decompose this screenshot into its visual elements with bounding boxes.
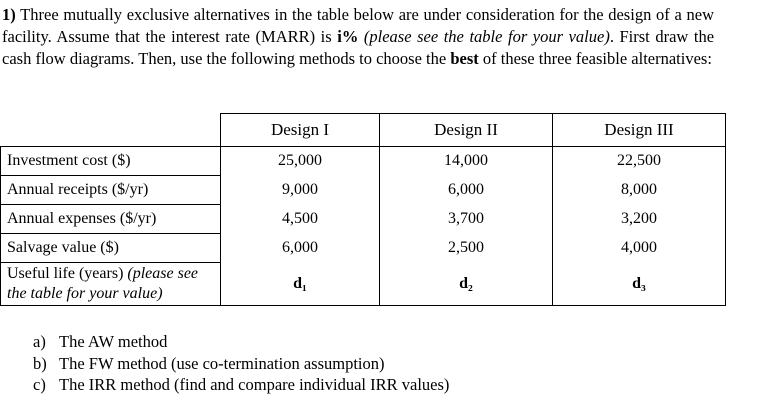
cell-value: 3,700	[380, 205, 553, 234]
list-item-text: The AW method	[59, 332, 168, 351]
cell-value: 4,500	[221, 205, 380, 234]
cell-life-d2: d₂	[380, 263, 553, 306]
table-row	[1, 176, 726, 205]
header-design-2: Design II	[380, 114, 553, 147]
cell-value: 8,000	[553, 176, 726, 205]
list-item-text: The FW method (use co-termination assumption)	[59, 353, 385, 373]
list-item	[33, 331, 449, 353]
table-row	[1, 234, 726, 263]
list-item	[33, 374, 449, 396]
problem-text-4: of these three feasible alternatives:	[478, 49, 712, 68]
best-word: best	[450, 49, 479, 68]
row-label: Investment cost ($)	[1, 147, 221, 176]
row-label: Annual receipts ($/yr)	[1, 176, 221, 205]
header-design-1: Design I	[221, 114, 380, 147]
problem-number: 1)	[2, 5, 16, 24]
cell-value: 3,200	[553, 205, 726, 234]
row-label: Salvage value ($)	[1, 234, 221, 263]
cell-life-d1: d₁	[221, 263, 380, 306]
rate-note: (please see the table for your value)	[363, 27, 610, 46]
cell-value: 6,000	[221, 234, 380, 263]
table-row-useful-life	[1, 263, 726, 306]
list-item-letter: b)	[33, 353, 47, 373]
useful-life-note: (please see the table for your value)	[7, 265, 199, 302]
header-design-3: Design III	[553, 114, 726, 147]
cell-value: 14,000	[380, 147, 553, 176]
methods-list	[33, 331, 449, 396]
cell-value: 22,500	[553, 147, 726, 176]
useful-life-label: Useful life (years)	[7, 265, 128, 282]
problem-text-1: Three mutually exclusive alternatives in the table below are under consideration for the design of a new facility. Assume that the interest rate (MARR) is	[2, 5, 714, 46]
cell-life-d3: d₃	[553, 263, 726, 306]
table-header-row	[1, 114, 726, 147]
table-row	[1, 205, 726, 234]
cell-value: 6,000	[380, 176, 553, 205]
alternatives-table	[0, 113, 726, 306]
cell-value: 2,500	[380, 234, 553, 263]
list-item-letter: a)	[33, 332, 46, 351]
list-item-text: The IRR method (find and compare individual IRR values)	[59, 375, 450, 394]
list-item	[33, 353, 449, 375]
problem-statement	[2, 4, 714, 70]
interest-rate: i%	[337, 27, 359, 46]
header-blank-cell	[1, 114, 221, 147]
cell-value: 25,000	[221, 147, 380, 176]
row-label: Annual expenses ($/yr)	[1, 205, 221, 234]
cell-value: 9,000	[221, 176, 380, 205]
cell-value: 4,000	[553, 234, 726, 263]
list-item-letter: c)	[33, 375, 46, 394]
row-label-useful-life	[1, 263, 221, 306]
problem-text-3: . First draw the cash flow diagrams. Then, use the following methods to choose the	[2, 27, 715, 68]
table-row	[1, 147, 726, 176]
